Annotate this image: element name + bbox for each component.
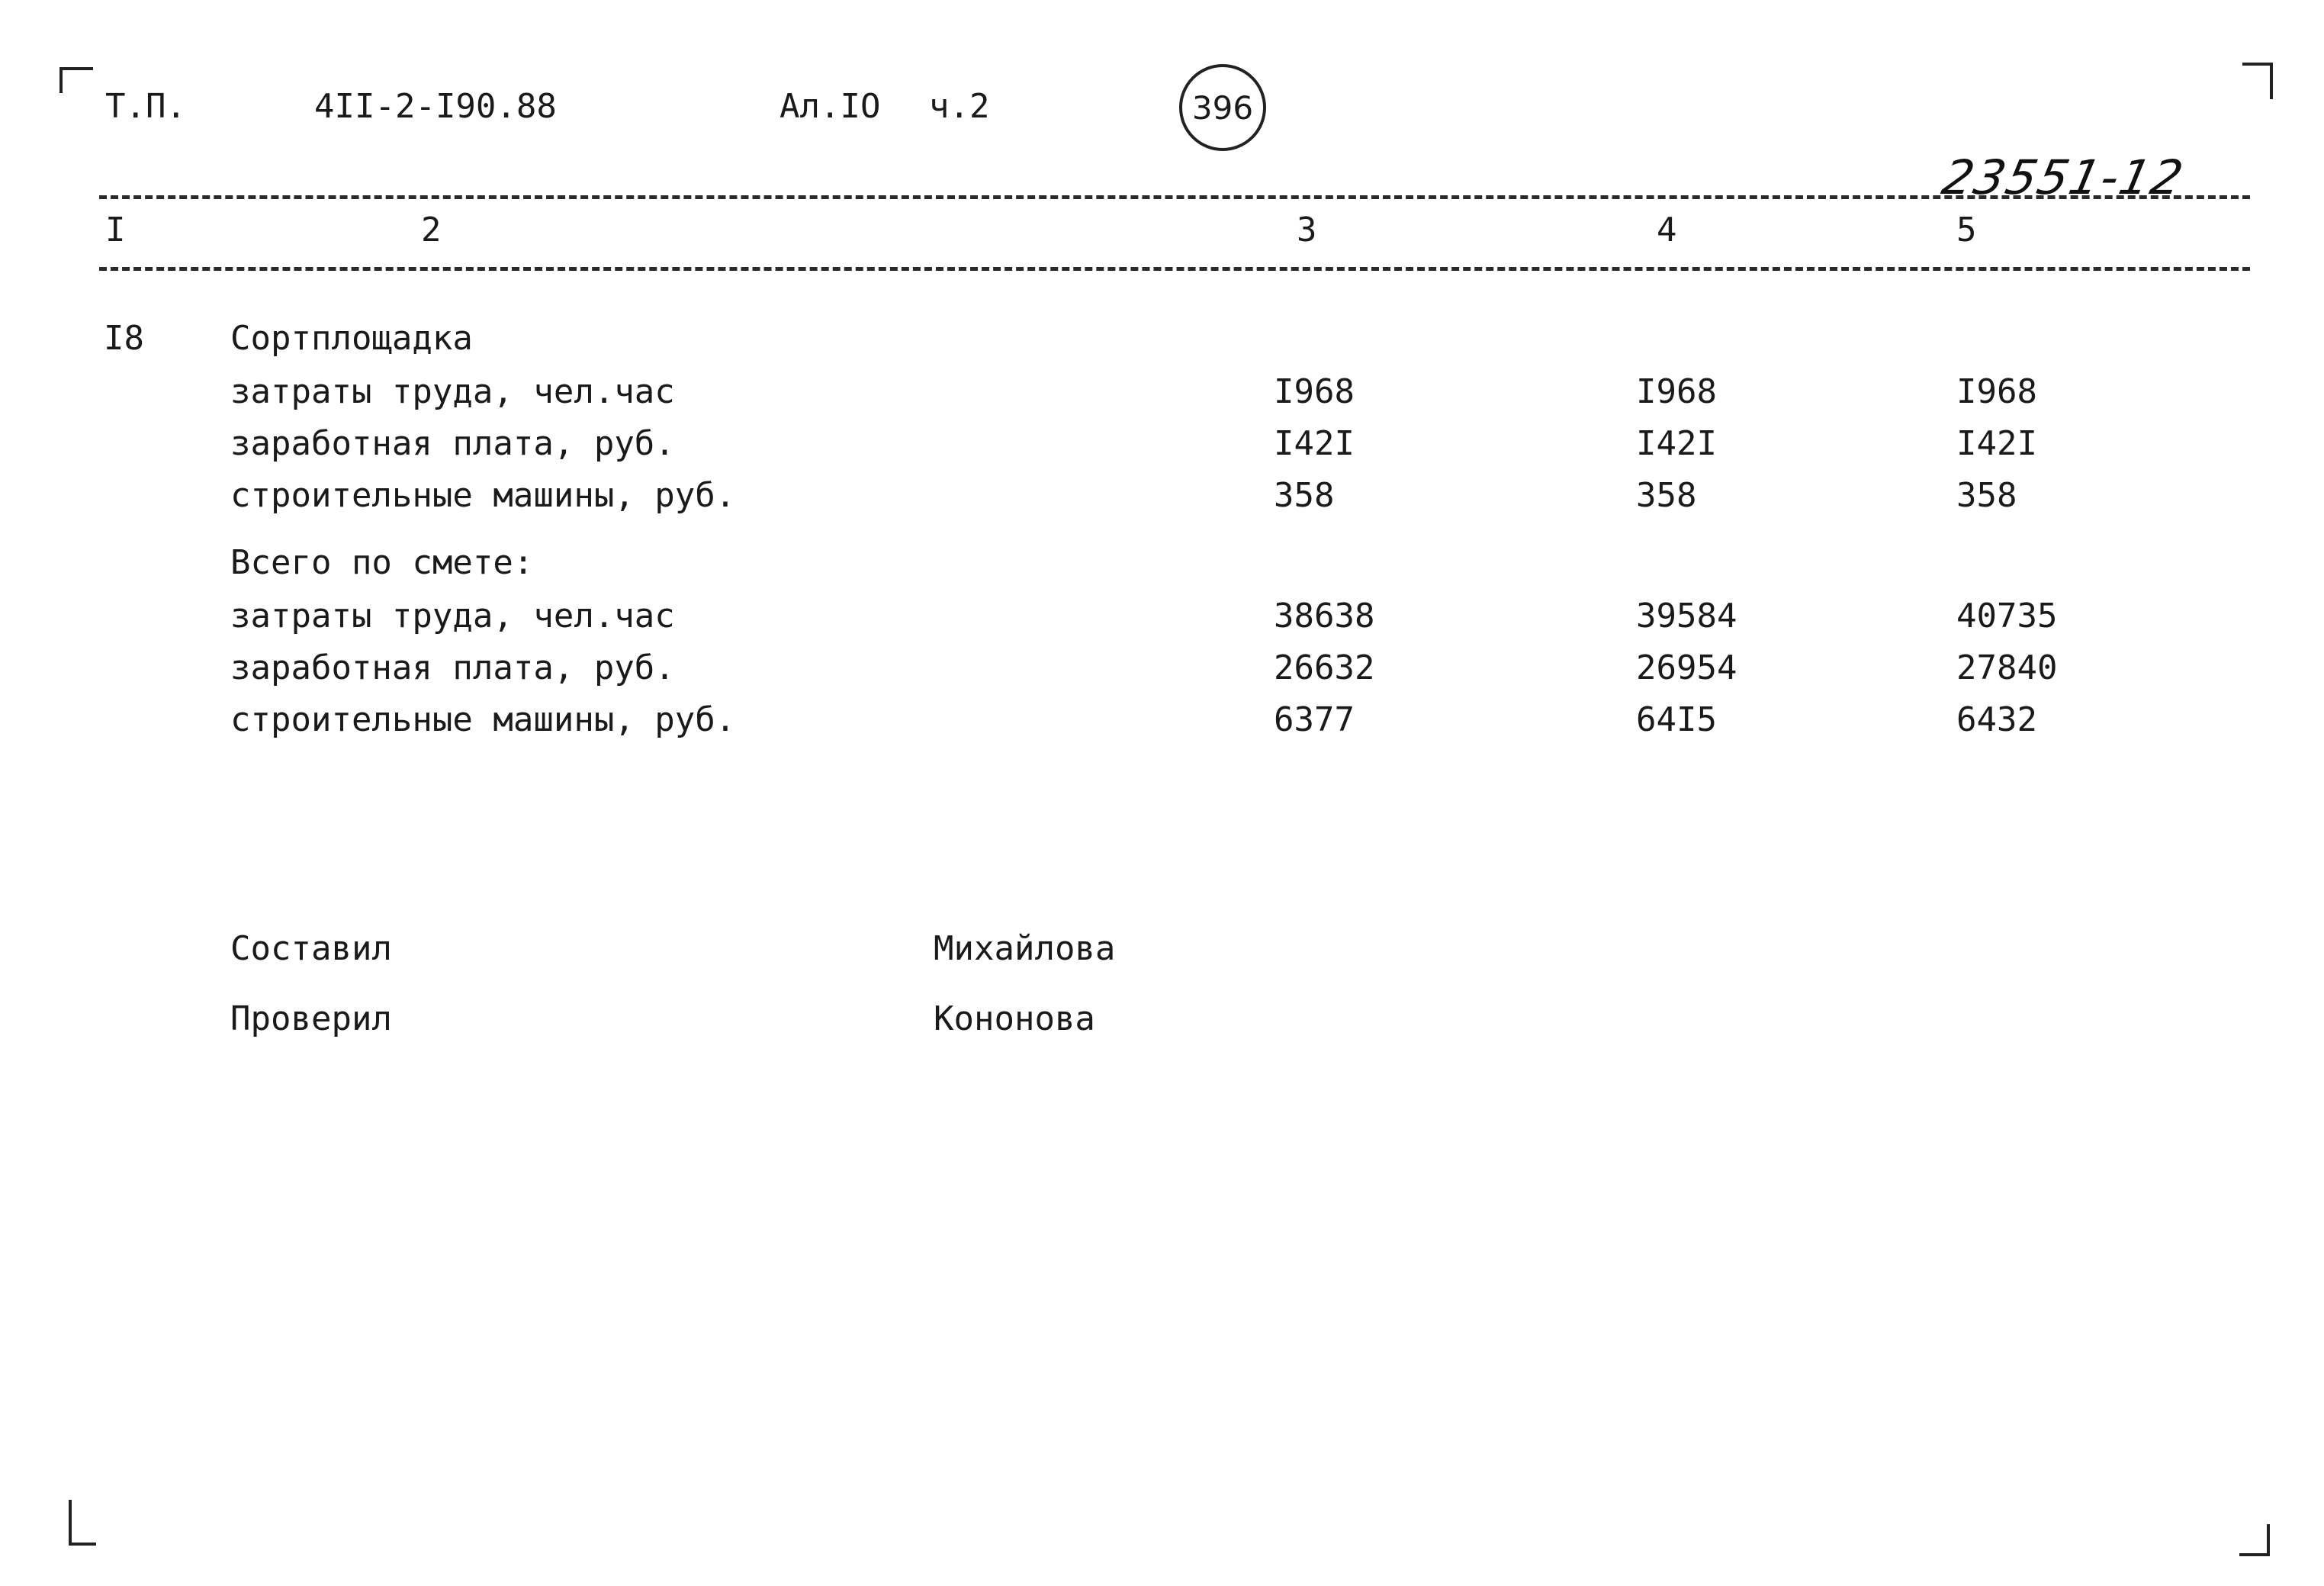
- column-header-3: 3: [1297, 211, 1317, 249]
- row-label: затраты труда, чел.час: [230, 372, 675, 411]
- signature-role-checked: Проверил: [230, 999, 392, 1038]
- column-header-5: 5: [1956, 211, 1977, 249]
- signature-name-compiled: Михайлова: [934, 929, 1116, 968]
- row-value-col5: I968: [1956, 372, 2037, 411]
- row-value-col4: I42I: [1636, 424, 1717, 463]
- row-value-col5: 358: [1956, 476, 2017, 515]
- header-tp: Т.П.: [105, 87, 186, 126]
- row-label: строительные машины, руб.: [230, 476, 736, 515]
- corner-mark-bottom-left: [69, 1500, 96, 1546]
- row-value-col4: 39584: [1636, 597, 1737, 635]
- signature-name-checked: Кононова: [934, 999, 1095, 1038]
- page-number-circle: 396: [1179, 64, 1266, 151]
- corner-mark-top-right: [2242, 63, 2273, 99]
- row-value-col5: 40735: [1956, 597, 2058, 635]
- column-header-4: 4: [1657, 211, 1677, 249]
- row-label: заработная плата, руб.: [230, 424, 675, 463]
- section-number: I8: [104, 319, 144, 358]
- row-value-col3: 38638: [1274, 597, 1375, 635]
- table-top-rule: [99, 195, 2250, 199]
- signature-role-compiled: Составил: [230, 929, 392, 968]
- part-number: ч.2: [929, 87, 990, 126]
- row-value-col3: 26632: [1274, 648, 1375, 687]
- inventory-number-handwritten: 23551-12: [1937, 150, 2190, 205]
- row-label: заработная плата, руб.: [230, 648, 675, 687]
- column-header-1: I: [105, 211, 126, 249]
- row-value-col4: 64I5: [1636, 700, 1717, 739]
- row-label: строительные машины, руб.: [230, 700, 736, 739]
- row-value-col5: I42I: [1956, 424, 2037, 463]
- album-number: Ал.IO: [779, 87, 881, 126]
- row-label: затраты труда, чел.час: [230, 597, 675, 635]
- totals-title: Всего по смете:: [230, 543, 534, 582]
- project-code: 4II-2-I90.88: [314, 87, 557, 126]
- row-value-col3: 6377: [1274, 700, 1355, 739]
- table-header-bottom-rule: [99, 267, 2250, 271]
- row-value-col3: I42I: [1274, 424, 1355, 463]
- row-value-col3: I968: [1274, 372, 1355, 411]
- corner-mark-bottom-right: [2239, 1524, 2270, 1556]
- row-value-col5: 27840: [1956, 648, 2058, 687]
- corner-mark-top-left: [59, 67, 93, 93]
- section-title: Сортплощадка: [230, 319, 473, 358]
- row-value-col4: I968: [1636, 372, 1717, 411]
- row-value-col3: 358: [1274, 476, 1335, 515]
- row-value-col4: 26954: [1636, 648, 1737, 687]
- column-header-2: 2: [421, 211, 442, 249]
- row-value-col5: 6432: [1956, 700, 2037, 739]
- row-value-col4: 358: [1636, 476, 1697, 515]
